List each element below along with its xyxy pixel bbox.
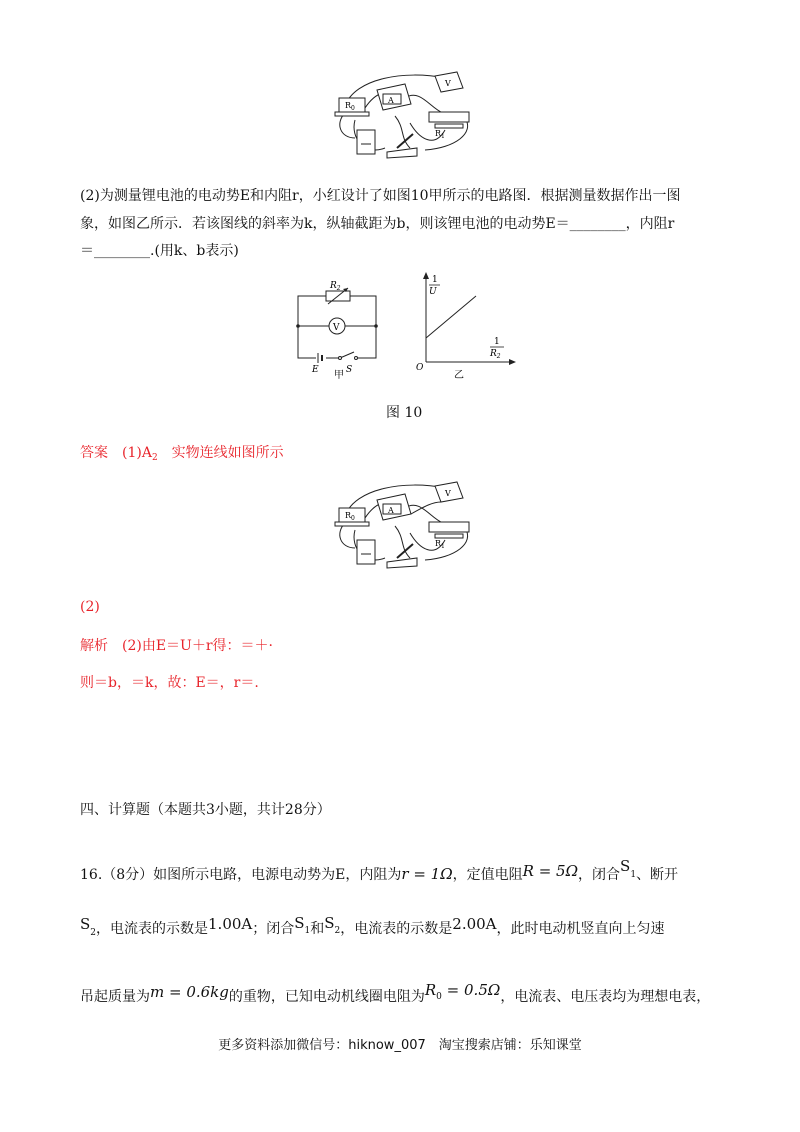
graph-yi: [412, 270, 516, 382]
answer-line4: 则＝b，＝k，故：E＝，r＝.: [80, 675, 259, 691]
battery-label: E: [312, 365, 319, 375]
r0-label: $R_0$: [345, 101, 355, 112]
answer-line2: (2): [80, 599, 100, 615]
answer-line3: 解析 (2)由E＝U＋r得：＝＋·: [80, 638, 273, 654]
circuit-caption: 甲: [334, 370, 344, 380]
q2-line3: ＝________.(用k、b表示): [80, 243, 239, 259]
graph-origin: O: [416, 363, 424, 373]
circuit-diagram-jia: [290, 276, 390, 380]
wiring-diagram-answer: [325, 478, 475, 570]
wiring-diagram-question: [325, 68, 475, 160]
q2-line2: 象，如图乙所示．若该图线的斜率为k，纵轴截距为b，则该锂电池的电动势E＝________，内阻r: [80, 216, 675, 232]
x-axis-label-num: 1: [494, 337, 500, 347]
svg-text:A: A: [388, 96, 394, 105]
svg-text:V: V: [445, 489, 451, 498]
svg-text:R1: $R_1$: [435, 539, 445, 550]
figure-caption: 图 10: [386, 405, 423, 421]
svg-text:A: A: [388, 506, 394, 515]
y-axis-label-den: U: [429, 287, 437, 297]
answer-line1: 答案 $(1)A_2$ 实物连线如图所示: [80, 445, 284, 463]
graph-caption: 乙: [454, 370, 464, 381]
section-title: 四、计算题（本题共3小题，共计28分）: [80, 802, 331, 818]
voltmeter-label: V: [333, 323, 340, 333]
x-axis-label-den: $R_2$: [490, 349, 501, 360]
svg-text:V: V: [445, 79, 451, 88]
svg-text:R1: $R_1$: [435, 129, 445, 140]
svg-text:R0: $R_0$: [345, 511, 355, 522]
q16-line2: S2，电流表的示数是1.00A；闭合S1和S2，电流表的示数是2.00A，此时电动机竖直向上匀速: [80, 914, 665, 938]
r2-label: $R_2$: [330, 281, 341, 292]
page-footer: 更多资料添加微信号：hiknow_007 淘宝搜索店铺：乐知课堂: [218, 1038, 582, 1053]
q16-line1: 16.（8分）如图所示电路，电源电动势为E，内阻为r = 1Ω，定值电阻R = 5Ω，闭合S1、断开: [80, 857, 679, 883]
y-axis-label-num: 1: [432, 275, 438, 285]
q16-line3: 吊起质量为m = 0.6kg的重物，已知电动机线圈电阻为R0 = 0.5Ω，电流表、电压表均为理想电表，: [80, 981, 711, 1005]
q2-line1: (2)为测量锂电池的电动势E和内阻r，小红设计了如图10甲所示的电路图．根据测量数据作出一图: [80, 188, 681, 204]
switch-label: S: [346, 365, 353, 375]
